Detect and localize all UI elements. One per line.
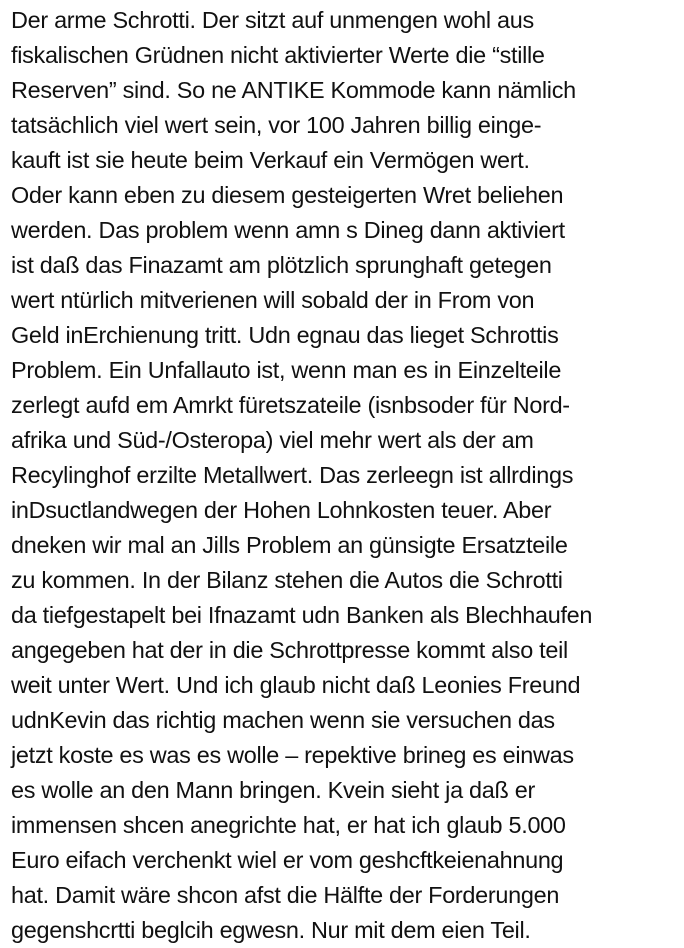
text-line: da tiefgestapelt bei Ifnazamt udn Banken als Blechhaufen xyxy=(11,602,593,628)
text-line: Recylinghof erzilte Metallwert. Das zerleegn ist allrdings xyxy=(11,462,574,488)
text-line: Der arme Schrotti. Der sitzt auf unmengen wohl aus xyxy=(11,7,534,33)
body-text xyxy=(11,3,681,948)
text-line: tatsächlich viel wert sein, vor 100 Jahren billig einge- xyxy=(11,112,542,138)
text-line: zu kommen. In der Bilanz stehen die Autos die Schrotti xyxy=(11,567,563,593)
text-line: fiskalischen Grüdnen nicht aktivierter Werte die “stille xyxy=(11,42,545,68)
text-line: dneken wir mal an Jills Problem an günsigte Ersatzteile xyxy=(11,532,568,558)
text-line: inDsuctlandwegen der Hohen Lohnkosten teuer. Aber xyxy=(11,497,552,523)
text-line: es wolle an den Mann bringen. Kvein sieht ja daß er xyxy=(11,777,535,803)
text-line: jetzt koste es was es wolle – repektive brineg es einwas xyxy=(11,742,574,768)
text-line: zerlegt aufd em Amrkt füretszateile (isnbsoder für Nord- xyxy=(11,392,570,418)
text-line: Euro eifach verchenkt wiel er vom geshcftkeienahnung xyxy=(11,847,564,873)
text-line: gegenshcrtti beglcih egwesn. Nur mit dem eien Teil. xyxy=(11,917,531,943)
text-line: weit unter Wert. Und ich glaub nicht daß Leonies Freund xyxy=(11,672,581,698)
text-line: wert ntürlich mitverienen will sobald der in From von xyxy=(11,287,535,313)
text-line: udnKevin das richtig machen wenn sie versuchen das xyxy=(11,707,555,733)
text-line: werden. Das problem wenn amn s Dineg dann aktiviert xyxy=(11,217,565,243)
text-line: kauft ist sie heute beim Verkauf ein Vermögen wert. xyxy=(11,147,530,173)
text-line: ist daß das Finazamt am plötzlich sprunghaft getegen xyxy=(11,252,552,278)
text-line: immensen shcen anegrichte hat, er hat ich glaub 5.000 xyxy=(11,812,566,838)
text-line: Reserven” sind. So ne ANTIKE Kommode kann nämlich xyxy=(11,77,576,103)
text-line: Geld inErchienung tritt. Udn egnau das lieget Schrottis xyxy=(11,322,559,348)
text-line: Oder kann eben zu diesem gesteigerten Wret beliehen xyxy=(11,182,564,208)
text-line: hat. Damit wäre shcon afst die Hälfte der Forderungen xyxy=(11,882,560,908)
text-line: angegeben hat der in die Schrottpresse kommt also teil xyxy=(11,637,568,663)
text-line: afrika und Süd-/Osteropa) viel mehr wert als der am xyxy=(11,427,534,453)
text-line: Problem. Ein Unfallauto ist, wenn man es in Einzelteile xyxy=(11,357,562,383)
